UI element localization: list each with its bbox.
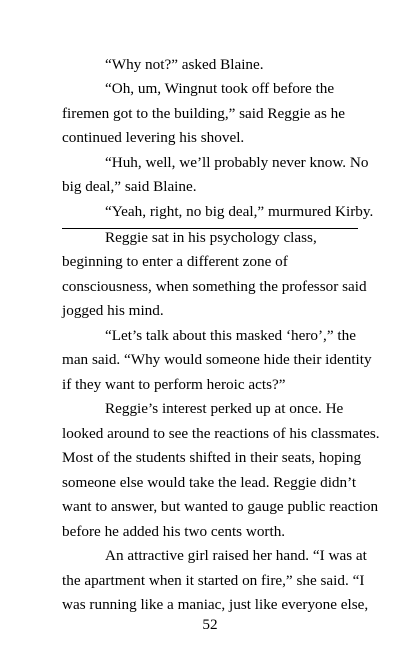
text-line: Most of the students shifted in their seats, hoping — [62, 449, 362, 466]
page-number: 52 — [202, 616, 218, 633]
text-line: big deal,” said Blaine. — [62, 178, 197, 195]
text-line: jogged his mind. — [62, 302, 164, 319]
text-line: “Yeah, right, no big deal,” murmured Kirby. — [105, 203, 374, 220]
text-line: firemen got to the building,” said Reggie as he — [62, 105, 346, 122]
text-line: Reggie’s interest perked up at once. He — [105, 400, 344, 417]
text-line: “Oh, um, Wingnut took off before the — [105, 80, 335, 97]
text-line: was running like a maniac, just like everyone else, — [62, 596, 369, 613]
text-line: beginning to enter a different zone of — [62, 253, 288, 270]
text-line: “Huh, well, we’ll probably never know. No — [105, 154, 369, 171]
text-line: if they want to perform heroic acts?” — [62, 376, 286, 393]
text-line: the apartment when it started on fire,” she said. “I — [62, 572, 365, 589]
text-line: someone else would take the lead. Reggie didn’t — [62, 474, 357, 491]
text-line: looked around to see the reactions of his classmates. — [62, 425, 380, 442]
text-line: consciousness, when something the professor said — [62, 278, 367, 295]
text-line: “Why not?” asked Blaine. — [105, 56, 264, 73]
text-line: Reggie sat in his psychology class, — [105, 229, 317, 246]
text-line: want to answer, but wanted to gauge public reaction — [62, 498, 379, 515]
text-line: man said. “Why would someone hide their identity — [62, 351, 372, 368]
text-line: before he added his two cents worth. — [62, 523, 286, 540]
text-line: An attractive girl raised her hand. “I was at — [105, 547, 367, 564]
text-line: “Let’s talk about this masked ‘hero’,” the — [105, 327, 356, 344]
text-line: continued levering his shovel. — [62, 129, 245, 146]
